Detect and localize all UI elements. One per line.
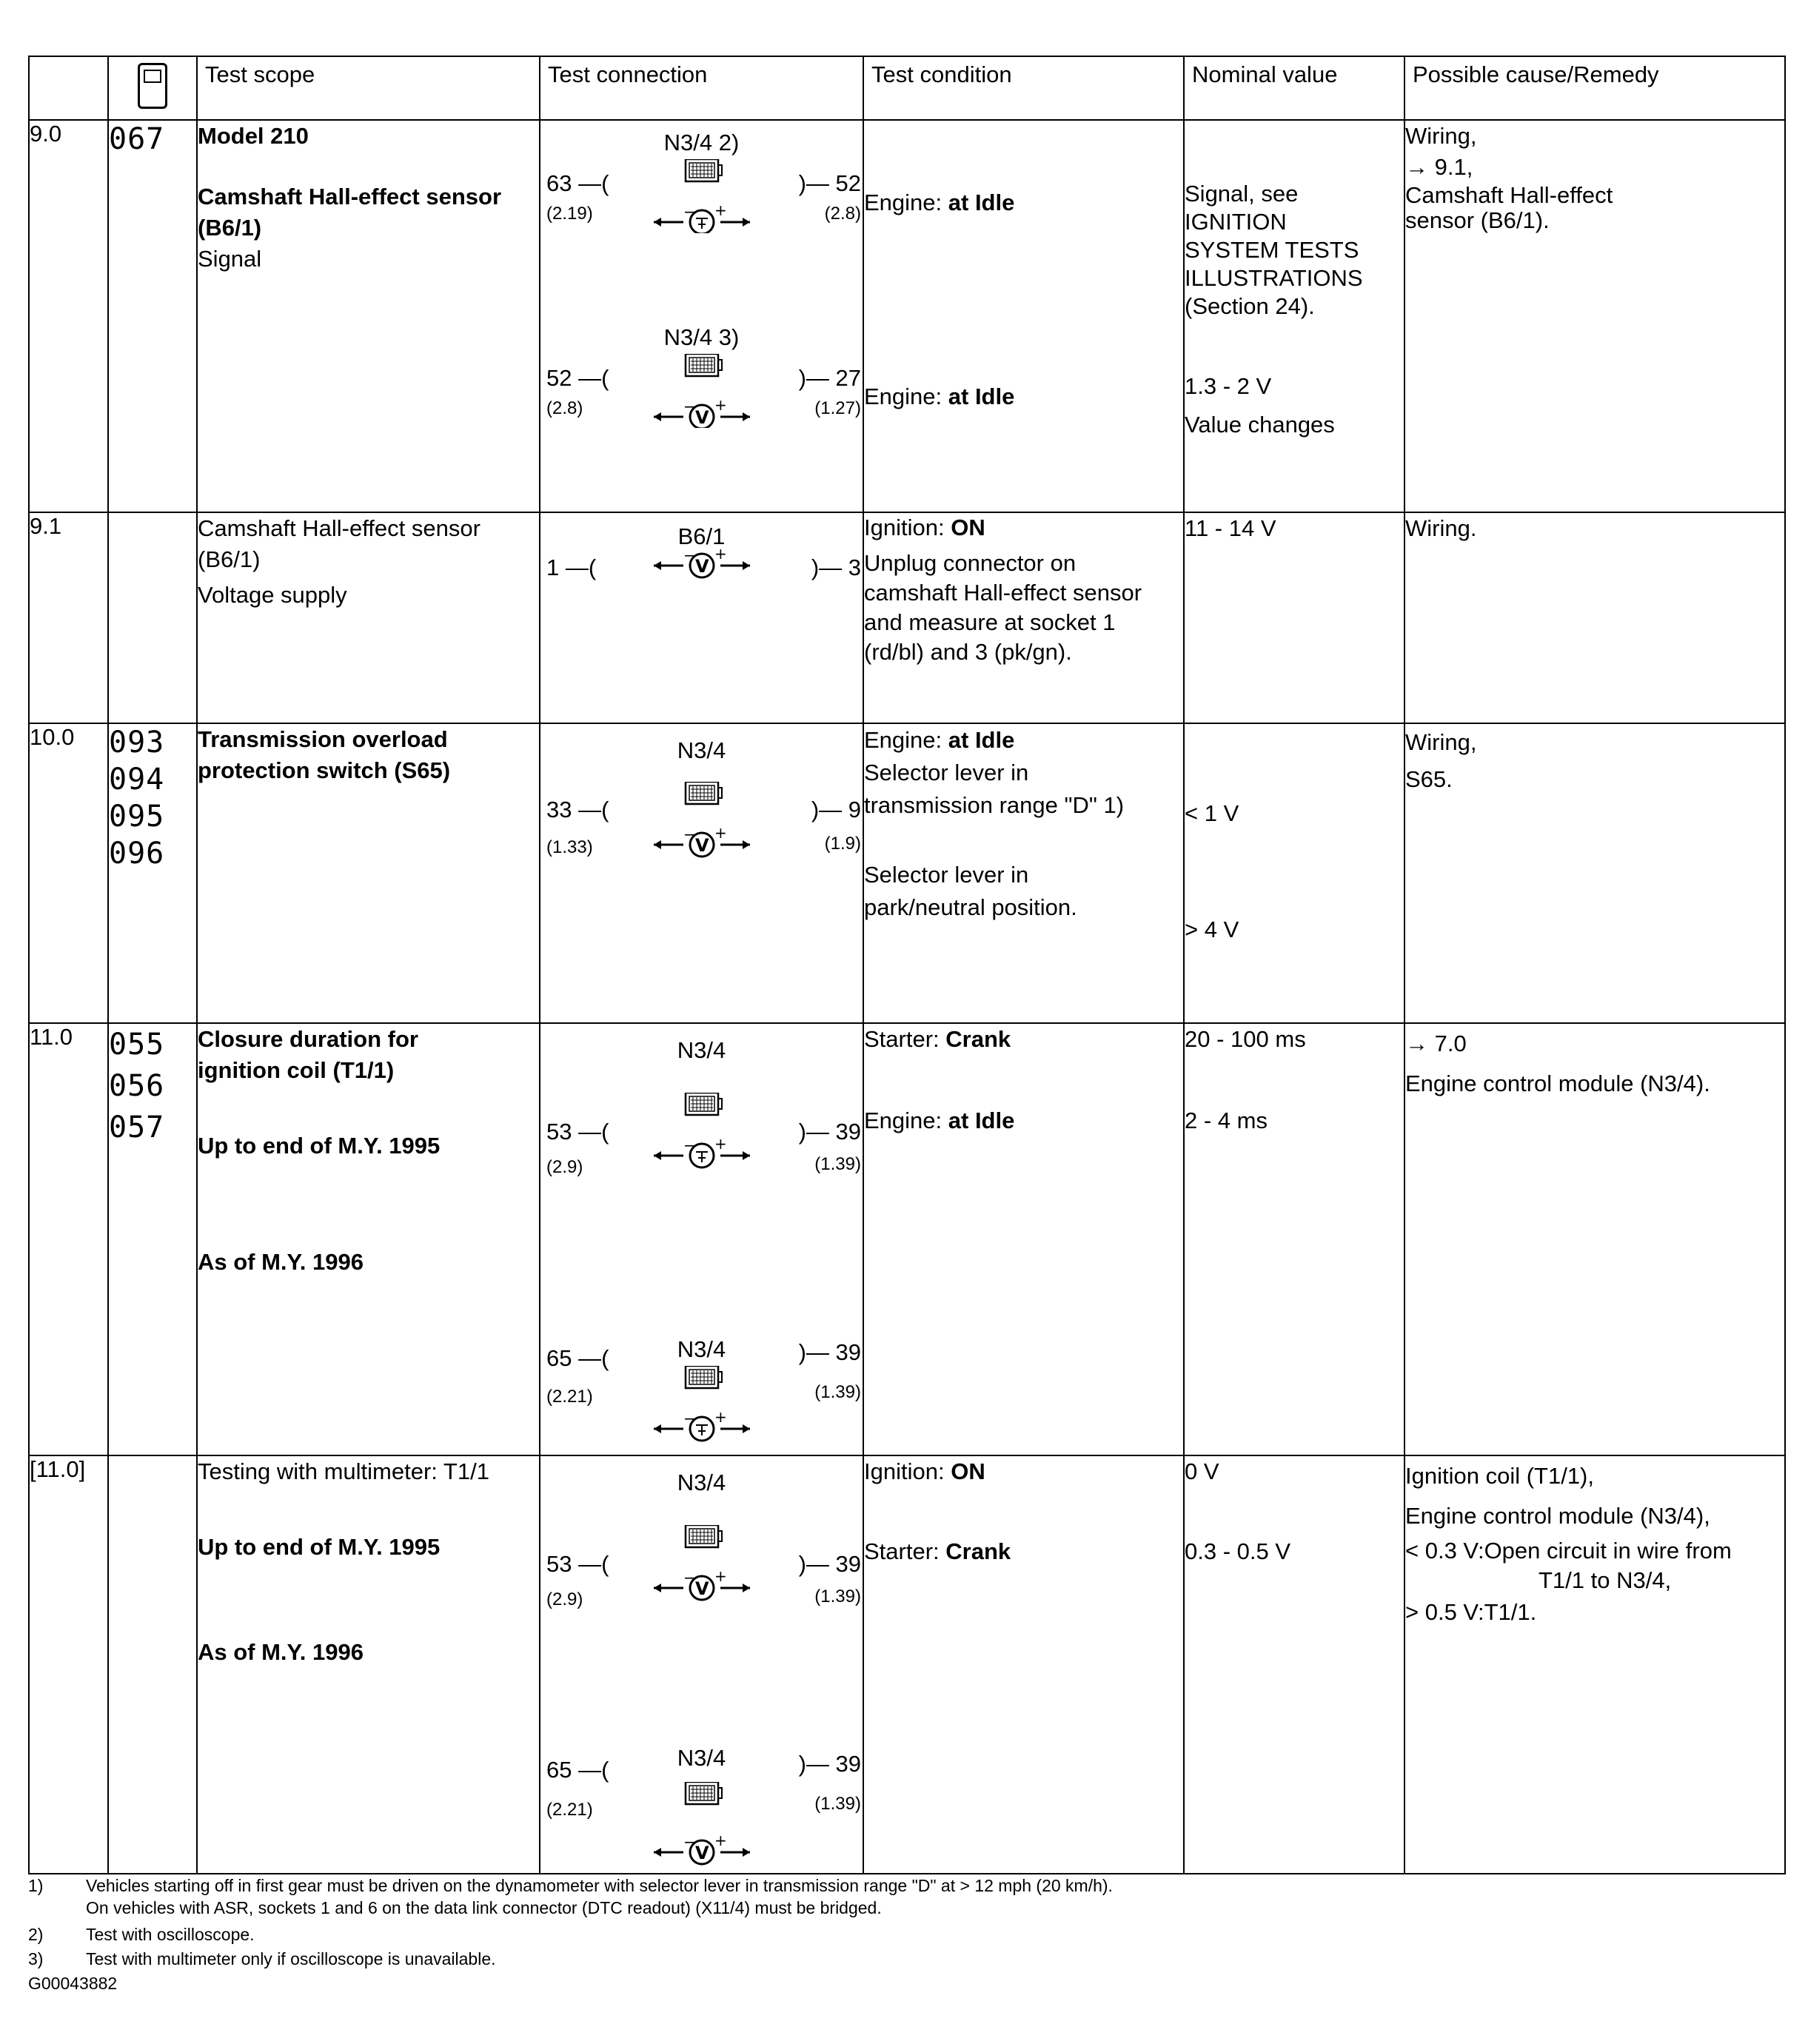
connector-label: N3/4 2)	[663, 130, 740, 155]
svg-text:+: +	[714, 824, 727, 842]
document-page: Test scope Test connection Test condition Nominal value Possible cause/Remedy 9.0 067 Model 210 Camshaft Hall-effect sensor (B6/1) Signal N3/4 2) 63 —( )— 52 (2.19) (2.8) − + N3/4 3) 52 —( )— 27 (2.8) (1.27) V − + Engine: at Idle Engine: at Idle Signal, see IGNITION SYSTEM TESTS ILLUSTRATIONS (Section 24). 1.3 - 2 V Value changes Wiring, → 9.1, Camshaft Hall-effect sensor (B6/1). 9.1 Camshaft Hall-effect sensor (B6/1) Voltage supply B6/1 1 —( )— 3 V − + Ignition: ON Unplug connector on camshaft Hall-effect sensor and measure at socket 1 (rd/bl) and 3 (pk/gn). 11 - 14 V Wiring. 10.0 093 094 095 096 Transmission overload protection switch (S65) N3/4 33 —( )— 9 (1.33) (1.9) V − + Engine: at Idle Selector lever in transmission range "D" 1) Selector lever in park/neutral position. < 1 V > 4 V Wiring, S65. 11.0 055 056 057 Closure duration for ignition coil (T1/1) Up to end of M.Y. 1995 As of M.Y. 1996 N3/4 53 —( )— 39 (2.9) (1.39) − + N3/4 65 —( )— 39 (2.21) (1.39) − + Starter: Crank Engine: at Idle 20 - 100 ms 2 - 4 ms → 7.0 Engine control module (N3/4). [11.0] Testing with multimeter: T1/1 Up to end of M.Y. 1995 As of M.Y. 1996 N3/4 53 —( )— 39 (2.9) (1.39) V − + N3/4 65 —( )— 39 (2.21) (1.39) V − + Ignition: ON Starter: Crank 0 V 0.3 - 0.5 V Ignition coil (T1/1), Engine control module (N3/4), < 0.3 V:Open circuit in wire from T1/1 to N3/4, > 0.5 V:T1/1. 1) Vehicles starting off in first gear must be driven on the dynamometer with selector lever in transmission range "D" at > 12 mph (20 km/h). On vehicles with ASR, sockets 1 and 6 on the data link connector (DTC readout) (X11/4) must be bridged. 2) Test with oscilloscope. 3) Test with multimeter only if oscilloscope is unavailable. G00043882	[0, 0, 1808, 2044]
readout-codes	[108, 723, 197, 1023]
step-number: 10.0	[29, 723, 108, 1023]
condition-line: Selector lever in	[864, 760, 1029, 785]
code: 095	[109, 800, 165, 834]
scope-line: (B6/1)	[198, 546, 261, 572]
nominal-line: Value changes	[1185, 412, 1335, 438]
test-scope	[197, 512, 540, 723]
scope-line: (B6/1)	[198, 215, 262, 241]
svg-text:−: −	[683, 203, 696, 221]
test-connection	[540, 723, 863, 1023]
nominal-line: (Section 24).	[1185, 293, 1315, 319]
table-row	[29, 120, 1785, 512]
condition-line: and measure at socket 1	[864, 609, 1116, 635]
condition-line: Engine: at Idle	[864, 190, 1015, 215]
test-scope	[197, 1023, 540, 1455]
scope-line: protection switch (S65)	[198, 757, 451, 783]
condition-line: (rd/bl) and 3 (pk/gn).	[864, 639, 1072, 665]
table-row	[29, 1455, 1785, 1874]
svg-text:+: +	[714, 1567, 727, 1585]
figure-id: G00043882	[28, 1974, 118, 1993]
test-scope	[197, 723, 540, 1023]
condition-line: Engine: at Idle	[864, 383, 1015, 409]
connection-diagram	[540, 523, 863, 590]
remedy-line: sensor (B6/1).	[1405, 207, 1550, 233]
pin-right-sub: (1.27)	[814, 398, 861, 418]
condition-line: transmission range "D" 1)	[864, 792, 1125, 818]
condition-line: Engine: at Idle	[864, 727, 1015, 753]
pin-right-sub: (2.8)	[824, 204, 861, 224]
table-row	[29, 512, 1785, 723]
connection-diagram	[540, 324, 863, 443]
scope-line: Testing with multimeter: T1/1	[198, 1458, 489, 1484]
connector-label: N3/4	[677, 737, 726, 763]
pin-left: 1 —(	[546, 554, 597, 580]
readout-codes	[108, 512, 197, 723]
pin-left: 33 —(	[546, 797, 609, 822]
readout-codes	[108, 1023, 197, 1455]
possible-cause	[1404, 120, 1785, 512]
pin-left: 63 —(	[546, 170, 609, 196]
step-number: 9.1	[29, 512, 108, 723]
scope-line: Model 210	[198, 123, 309, 149]
table-row	[29, 1023, 1785, 1455]
connection-diagram	[540, 1336, 863, 1455]
code: 094	[109, 763, 165, 797]
connector-label: N3/4	[677, 1470, 726, 1495]
remedy-line: T1/1 to N3/4,	[1539, 1567, 1672, 1593]
pin-right-sub: (1.39)	[814, 1382, 861, 1402]
scope-line: Up to end of M.Y. 1995	[198, 1133, 441, 1159]
test-connection	[540, 1023, 863, 1455]
nominal-line: 0 V	[1185, 1458, 1219, 1484]
nominal-value: 11 - 14 V	[1184, 512, 1404, 723]
connection-diagram	[540, 1745, 863, 1863]
pin-left: 65 —(	[546, 1757, 609, 1783]
connection-diagram	[540, 130, 863, 248]
test-connection	[540, 1455, 863, 1874]
pin-left: 52 —(	[546, 365, 609, 391]
remedy-line: Ignition coil (T1/1),	[1405, 1463, 1594, 1489]
svg-text:+: +	[714, 1832, 727, 1849]
oscilloscope-icon	[646, 159, 757, 233]
code: 055	[109, 1028, 165, 1062]
test-scope	[197, 1455, 540, 1874]
nominal-line: Signal, see	[1185, 181, 1299, 207]
svg-text:V: V	[694, 407, 709, 428]
remedy-line: Engine control module (N3/4),	[1405, 1503, 1710, 1529]
scope-line: Voltage supply	[198, 582, 347, 608]
header-tester	[108, 56, 197, 120]
svg-text:V: V	[694, 556, 709, 577]
header-remedy: Possible cause/Remedy	[1404, 56, 1785, 120]
pin-left-sub: (2.21)	[546, 1800, 593, 1820]
remedy-line: → 9.1,	[1405, 154, 1473, 180]
step-number: 9.0	[29, 120, 108, 512]
svg-text:−: −	[683, 1410, 696, 1427]
remedy-line: > 0.5 V:T1/1.	[1405, 1599, 1537, 1625]
test-condition	[863, 512, 1184, 723]
test-condition	[863, 1023, 1184, 1455]
voltmeter-icon	[646, 1782, 757, 1871]
code: 093	[109, 726, 165, 760]
step-number: 11.0	[29, 1023, 108, 1455]
svg-text:V: V	[694, 1578, 709, 1599]
remedy-line: Wiring,	[1405, 123, 1477, 149]
pin-right: )— 3	[811, 554, 861, 580]
connection-diagram	[540, 737, 863, 856]
possible-cause: Wiring.	[1404, 512, 1785, 723]
svg-text:+: +	[714, 547, 727, 563]
scope-line: Up to end of M.Y. 1995	[198, 1534, 441, 1560]
pin-left: 65 —(	[546, 1345, 609, 1371]
nominal-line: 2 - 4 ms	[1185, 1108, 1268, 1133]
remedy-line: → 7.0	[1405, 1031, 1467, 1056]
pin-right: )— 52	[798, 170, 861, 196]
svg-text:−: −	[683, 825, 696, 843]
pin-left-sub: (2.8)	[546, 398, 583, 418]
condition-line: Unplug connector on	[864, 550, 1077, 576]
remedy-line: Camshaft Hall-effect	[1405, 182, 1613, 208]
nominal-line: IGNITION	[1185, 209, 1287, 235]
code: 096	[109, 837, 165, 871]
table-row	[29, 723, 1785, 1023]
nominal-value	[1184, 723, 1404, 1023]
step-number: [11.0]	[29, 1455, 108, 1874]
svg-text:V: V	[694, 835, 709, 856]
nominal-line: SYSTEM TESTS	[1185, 237, 1359, 263]
condition-line: park/neutral position.	[864, 894, 1077, 920]
svg-text:−: −	[683, 547, 696, 564]
pin-right: )— 39	[798, 1751, 861, 1777]
pin-right: )— 27	[798, 365, 861, 391]
nominal-line: < 1 V	[1185, 800, 1239, 826]
remedy-line: Engine control module (N3/4).	[1405, 1070, 1710, 1096]
svg-text:−: −	[683, 1833, 696, 1851]
remedy-line: Wiring,	[1405, 729, 1477, 755]
code: 056	[109, 1069, 165, 1103]
svg-text:−: −	[683, 1569, 696, 1586]
voltmeter-icon	[646, 782, 757, 863]
possible-cause	[1404, 1455, 1785, 1874]
pin-right: )— 9	[811, 797, 861, 822]
condition-line: Starter: Crank	[864, 1026, 1011, 1052]
pin-right-sub: (1.9)	[824, 834, 861, 854]
readout-codes	[108, 1455, 197, 1874]
pin-right-sub: (1.39)	[814, 1794, 861, 1814]
connection-diagram	[540, 1470, 863, 1609]
connector-label: B6/1	[677, 523, 726, 549]
scope-line: Transmission overload	[198, 726, 448, 752]
voltmeter-icon	[646, 354, 757, 428]
test-scope	[197, 120, 540, 512]
test-connection	[540, 512, 863, 723]
connection-diagram	[540, 1037, 863, 1177]
connector-label: N3/4 3)	[663, 324, 740, 350]
nominal-line: > 4 V	[1185, 917, 1239, 942]
pin-right: )— 39	[798, 1551, 861, 1577]
possible-cause	[1404, 1023, 1785, 1455]
pin-right-sub: (1.39)	[814, 1586, 861, 1606]
svg-text:+: +	[714, 396, 727, 414]
connector-label: N3/4	[677, 1037, 726, 1063]
pin-left-sub: (1.33)	[546, 837, 593, 857]
voltmeter-icon	[646, 1525, 757, 1606]
remedy-line: S65.	[1405, 766, 1453, 792]
nominal-line: 1.3 - 2 V	[1185, 373, 1272, 399]
condition-line: Engine: at Idle	[864, 1108, 1015, 1133]
pin-left: 53 —(	[546, 1119, 609, 1145]
code: 067	[109, 122, 165, 156]
header-row	[29, 56, 1785, 120]
condition-line: Starter: Crank	[864, 1538, 1011, 1564]
header-test-condition: Test condition	[863, 56, 1184, 120]
nominal-value	[1184, 1023, 1404, 1455]
condition-line: Selector lever in	[864, 862, 1029, 888]
pin-right-sub: (1.39)	[814, 1154, 861, 1174]
test-condition	[863, 1455, 1184, 1874]
diagnostic-table	[28, 56, 1786, 1874]
header-test-scope: Test scope	[197, 56, 540, 120]
scope-line: Closure duration for	[198, 1026, 418, 1052]
scope-line: As of M.Y. 1996	[198, 1249, 364, 1275]
header-test-connection: Test connection	[540, 56, 863, 120]
nominal-line: ILLUSTRATIONS	[1185, 265, 1363, 291]
scope-line: Camshaft Hall-effect sensor	[198, 184, 502, 210]
pin-right: )— 39	[798, 1339, 861, 1365]
header-nominal-value: Nominal value	[1184, 56, 1404, 120]
svg-text:−: −	[683, 1136, 696, 1154]
svg-text:+: +	[714, 201, 727, 219]
svg-text:+: +	[714, 1408, 727, 1426]
scope-line: Signal	[198, 246, 262, 272]
test-connection	[540, 120, 863, 512]
pin-left-sub: (2.19)	[546, 204, 593, 224]
svg-text:+: +	[714, 1135, 727, 1153]
possible-cause	[1404, 723, 1785, 1023]
readout-codes	[108, 120, 197, 512]
tester-icon	[138, 63, 167, 109]
test-condition	[863, 723, 1184, 1023]
svg-text:V: V	[694, 1843, 709, 1863]
scope-line: Camshaft Hall-effect sensor	[198, 515, 481, 541]
nominal-line: 0.3 - 0.5 V	[1185, 1538, 1291, 1564]
connector-label: N3/4	[677, 1745, 726, 1771]
pin-left-sub: (2.9)	[546, 1157, 583, 1177]
remedy-line: < 0.3 V:Open circuit in wire from	[1405, 1538, 1732, 1564]
scope-line: As of M.Y. 1996	[198, 1639, 364, 1665]
code: 057	[109, 1110, 165, 1145]
svg-text:−: −	[683, 398, 696, 415]
nominal-value	[1184, 120, 1404, 512]
oscilloscope-icon	[646, 1093, 757, 1174]
scope-line: ignition coil (T1/1)	[198, 1057, 395, 1083]
pin-left: 53 —(	[546, 1551, 609, 1577]
condition-line: Ignition: ON	[864, 1458, 985, 1484]
connector-label: N3/4	[677, 1336, 726, 1362]
pin-left-sub: (2.9)	[546, 1589, 583, 1609]
pin-left-sub: (2.21)	[546, 1387, 593, 1407]
nominal-value	[1184, 1455, 1404, 1874]
oscilloscope-icon	[646, 1366, 757, 1447]
condition-line: Ignition: ON	[864, 515, 985, 540]
nominal-line: 20 - 100 ms	[1185, 1026, 1306, 1052]
test-condition	[863, 120, 1184, 512]
condition-line: camshaft Hall-effect sensor	[864, 580, 1142, 606]
pin-right: )— 39	[798, 1119, 861, 1145]
voltmeter-icon	[646, 547, 757, 584]
header-step	[29, 56, 108, 120]
